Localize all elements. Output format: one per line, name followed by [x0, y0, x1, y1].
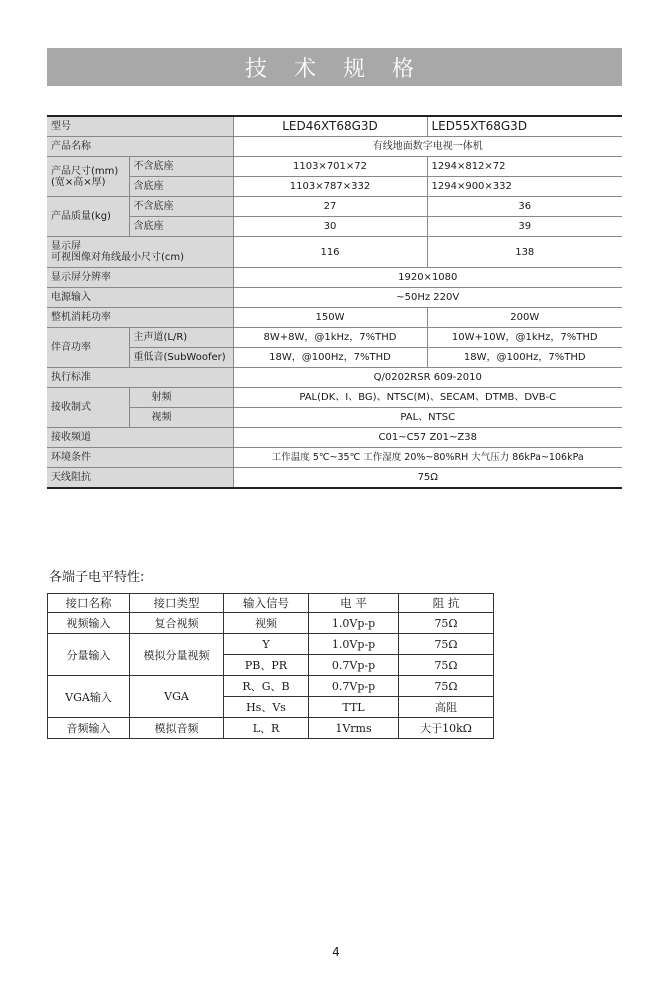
- size-base-b: 1294×900×332: [427, 177, 622, 197]
- table-row: [47, 388, 622, 408]
- weight-nobase-b: 36: [427, 197, 622, 217]
- terminals-table: [47, 593, 494, 739]
- consumption-b: 200W: [427, 308, 622, 328]
- cell: Hs、Vs: [224, 697, 309, 718]
- cell: 75Ω: [399, 655, 494, 676]
- resolution: 1920×1080: [233, 268, 622, 288]
- table-row: [48, 718, 494, 739]
- weight-nobase-a: 27: [233, 197, 427, 217]
- cell: 分量输入: [48, 634, 130, 676]
- channels-label: 接收频道: [47, 428, 233, 448]
- size-nobase-b: 1294×812×72: [427, 157, 622, 177]
- standard-label: 执行标准: [47, 368, 233, 388]
- cell: TTL: [309, 697, 399, 718]
- page-title: 技 术 规 格: [47, 48, 622, 86]
- size-base-label: 含底座: [129, 177, 233, 197]
- antenna: 75Ω: [233, 468, 622, 489]
- env: 工作温度 5℃~35℃ 工作湿度 20%~80%RH 大气压力 86kPa~106kPa: [233, 448, 622, 468]
- header-cell: 接口名称: [48, 594, 130, 613]
- header-cell: 输入信号: [224, 594, 309, 613]
- cell: R、G、B: [224, 676, 309, 697]
- cell: 75Ω: [399, 676, 494, 697]
- main-channel-label: 主声道(L/R): [129, 328, 233, 348]
- spec-table: [47, 115, 622, 489]
- header-cell: 接口类型: [130, 594, 224, 613]
- cell: VGA输入: [48, 676, 130, 718]
- main-b: 10W+10W，@1kHz，7%THD: [427, 328, 622, 348]
- cell: L、R: [224, 718, 309, 739]
- table-row: [48, 613, 494, 634]
- size-nobase-label: 不含底座: [129, 157, 233, 177]
- table-row: [47, 408, 622, 428]
- table-row: [47, 328, 622, 348]
- rf-value: PAL(DK、I、BG)、NTSC(M)、SECAM、DTMB、DVB-C: [233, 388, 622, 408]
- size-nobase-a: 1103×701×72: [233, 157, 427, 177]
- header-cell: 电 平: [309, 594, 399, 613]
- weight-base-b: 39: [427, 217, 622, 237]
- table-row: [47, 116, 622, 137]
- weight-nobase-label: 不含底座: [129, 197, 233, 217]
- header-cell: 阻 抗: [399, 594, 494, 613]
- antenna-label: 天线阻抗: [47, 468, 233, 489]
- cell: Y: [224, 634, 309, 655]
- consumption-label: 整机消耗功率: [47, 308, 233, 328]
- weight-base-a: 30: [233, 217, 427, 237]
- table-row: [47, 308, 622, 328]
- screen-b: 138: [427, 237, 622, 268]
- table-row: [48, 676, 494, 697]
- consumption-a: 150W: [233, 308, 427, 328]
- product-name: 有线地面数字电视一体机: [233, 137, 622, 157]
- cell: 模拟音频: [130, 718, 224, 739]
- channels: C01~C57 Z01~Z38: [233, 428, 622, 448]
- rf-label: 射频: [129, 388, 233, 408]
- table-row: [47, 217, 622, 237]
- size-label: 产品尺寸(mm) (宽×高×厚): [47, 157, 129, 197]
- video-value: PAL、NTSC: [233, 408, 622, 428]
- terminals-title: 各端子电平特性:: [49, 570, 145, 585]
- model-a: LED46XT68G3D: [233, 116, 427, 137]
- screen-label: 显示屏 可视图像对角线最小尺寸(cm): [47, 237, 233, 268]
- cell: 模拟分量视频: [130, 634, 224, 676]
- cell: 复合视频: [130, 613, 224, 634]
- table-row: [47, 448, 622, 468]
- table-row: [47, 288, 622, 308]
- cell: 0.7Vp-p: [309, 676, 399, 697]
- table-row: [47, 137, 622, 157]
- screen-a: 116: [233, 237, 427, 268]
- resolution-label: 显示屏分辨率: [47, 268, 233, 288]
- table-row: [48, 634, 494, 655]
- weight-label: 产品质量(kg): [47, 197, 129, 237]
- env-label: 环境条件: [47, 448, 233, 468]
- size-base-a: 1103×787×332: [233, 177, 427, 197]
- sub-b: 18W，@100Hz，7%THD: [427, 348, 622, 368]
- table-row: [47, 468, 622, 489]
- video-label: 视频: [129, 408, 233, 428]
- cell: 1.0Vp-p: [309, 613, 399, 634]
- sub-a: 18W，@100Hz，7%THD: [233, 348, 427, 368]
- table-row: [47, 428, 622, 448]
- page-number: 4: [332, 945, 340, 959]
- system-label: 接收制式: [47, 388, 129, 428]
- main-a: 8W+8W，@1kHz，7%THD: [233, 328, 427, 348]
- table-row: [47, 157, 622, 177]
- cell: 1Vrms: [309, 718, 399, 739]
- cell: VGA: [130, 676, 224, 718]
- cell: 高阻: [399, 697, 494, 718]
- power-input-label: 电源输入: [47, 288, 233, 308]
- cell: 音频输入: [48, 718, 130, 739]
- table-row: [47, 268, 622, 288]
- power-input: ~50Hz 220V: [233, 288, 622, 308]
- cell: 75Ω: [399, 613, 494, 634]
- table-row: [47, 177, 622, 197]
- subwoofer-label: 重低音(SubWoofer): [129, 348, 233, 368]
- table-row: [47, 197, 622, 217]
- weight-base-label: 含底座: [129, 217, 233, 237]
- table-row: [47, 368, 622, 388]
- table-row: [47, 237, 622, 268]
- cell: 视频输入: [48, 613, 130, 634]
- audio-label: 伴音功率: [47, 328, 129, 368]
- cell: 1.0Vp-p: [309, 634, 399, 655]
- cell: PB、PR: [224, 655, 309, 676]
- cell: 75Ω: [399, 634, 494, 655]
- product-name-label: 产品名称: [47, 137, 233, 157]
- cell: 大于10kΩ: [399, 718, 494, 739]
- cell: 0.7Vp-p: [309, 655, 399, 676]
- model-b: LED55XT68G3D: [427, 116, 622, 137]
- model-label: 型号: [47, 116, 233, 137]
- table-header-row: [48, 594, 494, 613]
- table-row: [47, 348, 622, 368]
- standard: Q/0202RSR 609-2010: [233, 368, 622, 388]
- cell: 视频: [224, 613, 309, 634]
